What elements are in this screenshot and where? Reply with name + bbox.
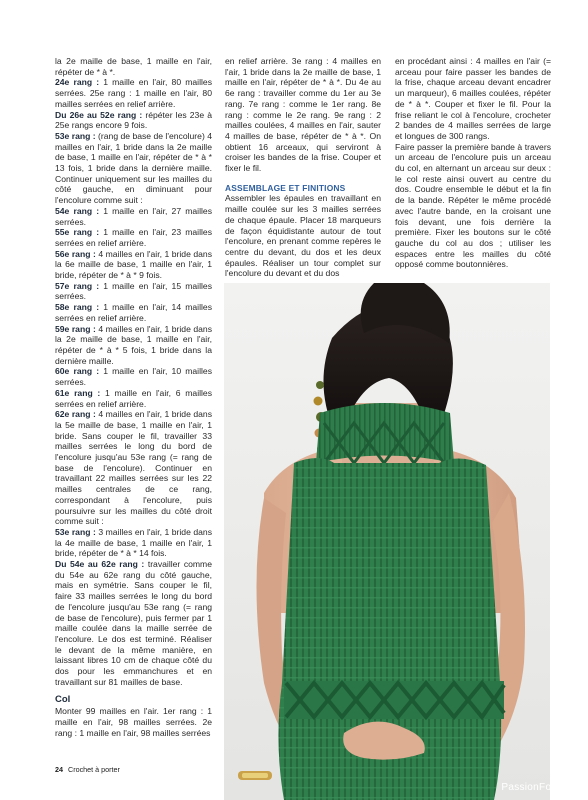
- page-footer: [55, 765, 120, 774]
- row-text: travailler comme du 54e au 62e rang du côté gauche, mais en symétrie. Sans couper le fil, faire 33 mailles serrées le long du bord de l'encolure jusqu'au 53e rang (= rang de base de l'encolure), puis fermer par 1 maille coulée dans la maille serrée de l'encolure. Le dos est terminé. Réaliser le devant de la même manière, en laissant libres 10 cm de chaque côté du dos pour les emmanchures et en travaillant sur 81 mailles de base.: [55, 559, 212, 687]
- pattern-row-instruction: [55, 206, 212, 227]
- pattern-row-instruction: [55, 56, 212, 77]
- pattern-row-instruction: [55, 249, 212, 281]
- pattern-row-instruction: [55, 131, 212, 206]
- pattern-row-instruction: [55, 281, 212, 302]
- row-text: 1 maille en l'air, 15 mailles serrées.: [55, 280, 212, 302]
- right-paragraph-2: Faire passer la première bande à travers un arceau de l'encolure puis un arceau du col, en alternant un arceau sur deux : le col reste ainsi ouvert au centre du dos. Coudre ensemble le début et la fin de la bande. Répéter le même procédé avec l'autre bande, en la croisant une fois devant, une fois derrière la première. Fixer les boutons sur le côté gauche du col au dos ; utiliser les espaces entre les mailles du côté opposé comme boutonnières.: [395, 141, 551, 270]
- pattern-row-instruction: [55, 302, 212, 323]
- assembly-paragraph: Assembler les épaules en travaillant en maille coulée sur les 3 mailles serrées de chaque épaule. Placer 18 marqueurs de façon équidistante autour de tout l'encolure, en prenant comme repères le centre du devant, du dos et les deux épaules. Réaliser un tour complet sur l'encolure du devant et du dos: [225, 193, 381, 279]
- col-section-title: Col: [55, 694, 71, 706]
- row-text: 1 maille en l'air, 23 mailles serrées en relief arrière.: [55, 227, 212, 248]
- row-text: (rang de base de l'encolure) 4 mailles en l'air, 1 bride dans la 2e maille de base, 1 maille en l'air, répéter de * à * 13 fois, 1 bride dans la dernière maille. Continuer uniquement sur les mailles du côté gauche, en diminuant pour l'encolure comme suit :: [55, 130, 212, 206]
- row-text: 1 maille en l'air, 14 mailles serrées en relief arrière.: [55, 302, 212, 323]
- left-text-column: [55, 56, 212, 738]
- row-label: 61e rang :: [55, 387, 101, 398]
- middle-text-column: [225, 56, 381, 279]
- pattern-row-instruction: [55, 388, 212, 409]
- right-text-column: [395, 56, 551, 270]
- row-label: 59e rang :: [55, 323, 96, 334]
- row-label: 54e rang :: [55, 205, 100, 216]
- row-label: Du 26e au 52e rang :: [55, 109, 143, 120]
- watermark: PassionForum.ru: [501, 782, 582, 793]
- mid-paragraph: en relief arrière. 3e rang : 4 mailles en l'air, 1 bride dans la 2e maille de base, 1 maille en l'air, répéter de * à *. Du 4e au 6e rang : travailler comme du 1er au 3e rang. 7e rang : comme le 1er rang. 8e rang : comme le 2e rang. 9e rang : 2 mailles coulées, 4 mailles en l'air, sauter 4 mailles de base, répéter de * à *. On obtient 16 arceaux, qui serviront à croiser les bandes de la frise. Couper et fixer le fil.: [225, 56, 381, 174]
- row-label: 53e rang :: [55, 526, 96, 537]
- magazine-name: Crochet à porter: [68, 765, 120, 774]
- pattern-row-instruction: [55, 227, 212, 248]
- pattern-row-instruction: [55, 409, 212, 527]
- pattern-row-instruction: [55, 324, 212, 367]
- page-number: 24: [55, 765, 63, 774]
- row-label: 55e rang :: [55, 227, 100, 238]
- row-label: 60e rang :: [55, 366, 100, 377]
- row-text: 4 mailles en l'air, 1 bride dans la 5e maille de base, 1 maille en l'air, 1 bride. Sans couper le fil, travailler 33 mailles serrées le long du bord de l'encolure jusqu'au 53e rang (= rang de base de l'encolure). Continuer en travaillant 22 mailles serrées sur les 22 mailles centrales de ce rang, correspondant à l'encolure, puis poursuivre sur les mailles du côté droit comme suit :: [55, 409, 213, 527]
- row-label: 57e rang :: [55, 280, 100, 291]
- row-label: 58e rang :: [55, 302, 100, 313]
- row-text: 4 mailles en l'air, 1 bride dans la 6e maille de base, 1 maille en l'air, 1 bride, répéter de * à * 9 fois.: [55, 248, 213, 281]
- row-text: 1 maille en l'air, 80 mailles serrées. 25e rang : 1 maille en l'air, 80 mailles serrées en relief arrière.: [55, 77, 212, 109]
- row-label: Du 54e au 62e rang :: [55, 559, 145, 570]
- row-label: 53e rang :: [55, 130, 96, 141]
- pattern-row-instruction: [55, 77, 212, 109]
- col-section-text: Monter 99 mailles en l'air. 1er rang : 1 maille en l'air, 98 mailles serrées. 2e rang : 1 maille en l'air, 98 mailles serrées: [55, 706, 212, 738]
- row-text: 1 maille en l'air, 27 mailles serrées.: [55, 205, 212, 227]
- row-text: 3 mailles en l'air, 1 bride dans la 4e maille de base, 1 maille en l'air, 1 bride, répéter de * à * 14 fois.: [55, 526, 213, 559]
- pattern-row-instruction: [55, 527, 212, 559]
- row-text: 1 maille en l'air, 6 mailles serrées en relief arrière.: [55, 387, 212, 409]
- row-label: 62e rang :: [55, 409, 96, 420]
- row-text: 1 maille en l'air, 10 mailles serrées.: [55, 366, 212, 388]
- row-label: 24e rang :: [55, 77, 100, 88]
- pattern-row-instruction: [55, 110, 212, 131]
- row-text: 4 mailles en l'air, 1 bride dans la 2e maille de base, 1 maille en l'air, répéter de * à * 5 fois, 1 bride dans la dernière maille.: [55, 323, 213, 366]
- assembly-heading: ASSEMBLAGE ET FINITIONS: [225, 182, 346, 193]
- pattern-row-instruction: [55, 366, 212, 387]
- row-text: répéter les 23e à 25e rangs encore 9 fois.: [55, 109, 213, 131]
- pattern-row-instruction: [55, 559, 212, 687]
- model-back-photo: [224, 283, 550, 800]
- right-paragraph-1: en procédant ainsi : 4 mailles en l'air (= arceau pour faire passer les bandes de la frise, chaque arceau devant encadrer un marqueur), 6 mailles coulées, répéter de * à *. Couper et fixer le fil. Pour la frise reliant le col à l'encolure, crocheter 2 bandes de 4 mailles serrées de large et longues de 300 rangs.: [395, 56, 551, 141]
- row-label: 56e rang :: [55, 248, 96, 259]
- row-text: la 2e maille de base, 1 maille en l'air, répéter de * à *.: [55, 56, 212, 77]
- bracelet-icon: [238, 771, 272, 780]
